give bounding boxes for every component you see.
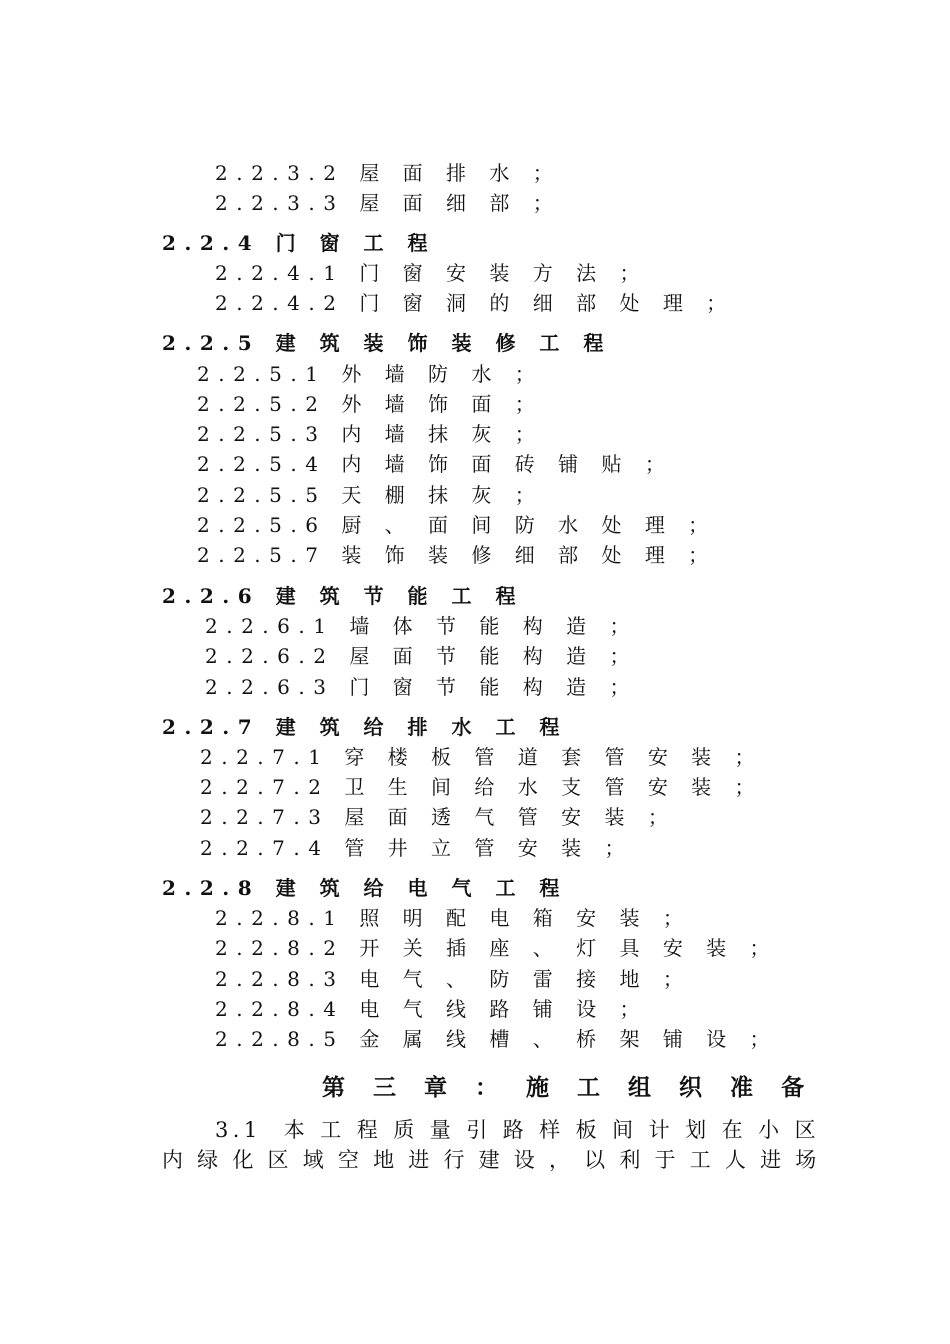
item-2-2-6-2: 2.2.6.2 屋 面 节 能 构 造 ； xyxy=(205,644,638,668)
item-2-2-3-2: 2.2.3.2 屋 面 排 水 ； xyxy=(215,161,562,185)
item-2-2-5-4: 2.2.5.4 内 墙 饰 面 砖 铺 贴 ； xyxy=(197,452,674,476)
item-2-2-7-3: 2.2.7.3 屋 面 透 气 管 安 装 ； xyxy=(200,805,677,829)
item-2-2-6-1: 2.2.6.1 墙 体 节 能 构 造 ； xyxy=(205,614,638,638)
item-2-2-4-1: 2.2.4.1 门 窗 安 装 方 法 ； xyxy=(215,261,648,285)
item-2-2-4-2: 2.2.4.2 门 窗 洞 的 细 部 处 理 ； xyxy=(215,291,735,315)
heading-2-2-8: 2.2.8 建 筑 给 电 气 工 程 xyxy=(162,876,568,900)
heading-2-2-5: 2.2.5 建 筑 装 饰 装 修 工 程 xyxy=(162,331,612,355)
item-2-2-8-3: 2.2.8.3 电 气 、 防 雷 接 地 ； xyxy=(215,967,692,991)
item-2-2-7-1: 2.2.7.1 穿 楼 板 管 道 套 管 安 装 ； xyxy=(200,745,764,769)
item-2-2-8-4: 2.2.8.4 电 气 线 路 铺 设 ； xyxy=(215,997,648,1021)
item-2-2-5-7: 2.2.5.7 装 饰 装 修 细 部 处 理 ； xyxy=(197,543,717,567)
heading-2-2-6: 2.2.6 建 筑 节 能 工 程 xyxy=(162,584,524,608)
item-2-2-7-2: 2.2.7.2 卫 生 间 给 水 支 管 安 装 ； xyxy=(200,775,764,799)
item-2-2-3-3: 2.2.3.3 屋 面 细 部 ； xyxy=(215,191,562,215)
item-2-2-8-2: 2.2.8.2 开 关 插 座 、 灯 具 安 装 ； xyxy=(215,936,779,960)
item-2-2-5-1: 2.2.5.1 外 墙 防 水 ； xyxy=(197,362,544,386)
item-2-2-5-3: 2.2.5.3 内 墙 抹 灰 ； xyxy=(197,422,544,446)
paragraph-line-1: 3.1 本 工 程 质 量 引 路 样 板 间 计 划 在 小 区 xyxy=(215,1118,820,1142)
item-2-2-7-4: 2.2.7.4 管 井 立 管 安 装 ； xyxy=(200,836,633,860)
heading-2-2-7: 2.2.7 建 筑 给 排 水 工 程 xyxy=(162,715,568,739)
paragraph-line-2: 内 绿 化 区 域 空 地 进 行 建 设 ， 以 利 于 工 人 进 场 xyxy=(162,1148,820,1172)
item-2-2-5-2: 2.2.5.2 外 墙 饰 面 ； xyxy=(197,392,544,416)
item-2-2-8-1: 2.2.8.1 照 明 配 电 箱 安 装 ； xyxy=(215,906,692,930)
item-2-2-8-5: 2.2.8.5 金 属 线 槽 、 桥 架 铺 设 ； xyxy=(215,1027,779,1051)
item-2-2-5-5: 2.2.5.5 天 棚 抹 灰 ； xyxy=(197,483,544,507)
chapter-title: 第 三 章 ： 施 工 组 织 准 备 xyxy=(322,1074,815,1101)
item-2-2-5-6: 2.2.5.6 厨 、 面 间 防 水 处 理 ； xyxy=(197,513,717,537)
heading-2-2-4: 2.2.4 门 窗 工 程 xyxy=(162,231,437,255)
item-2-2-6-3: 2.2.6.3 门 窗 节 能 构 造 ； xyxy=(205,675,638,699)
